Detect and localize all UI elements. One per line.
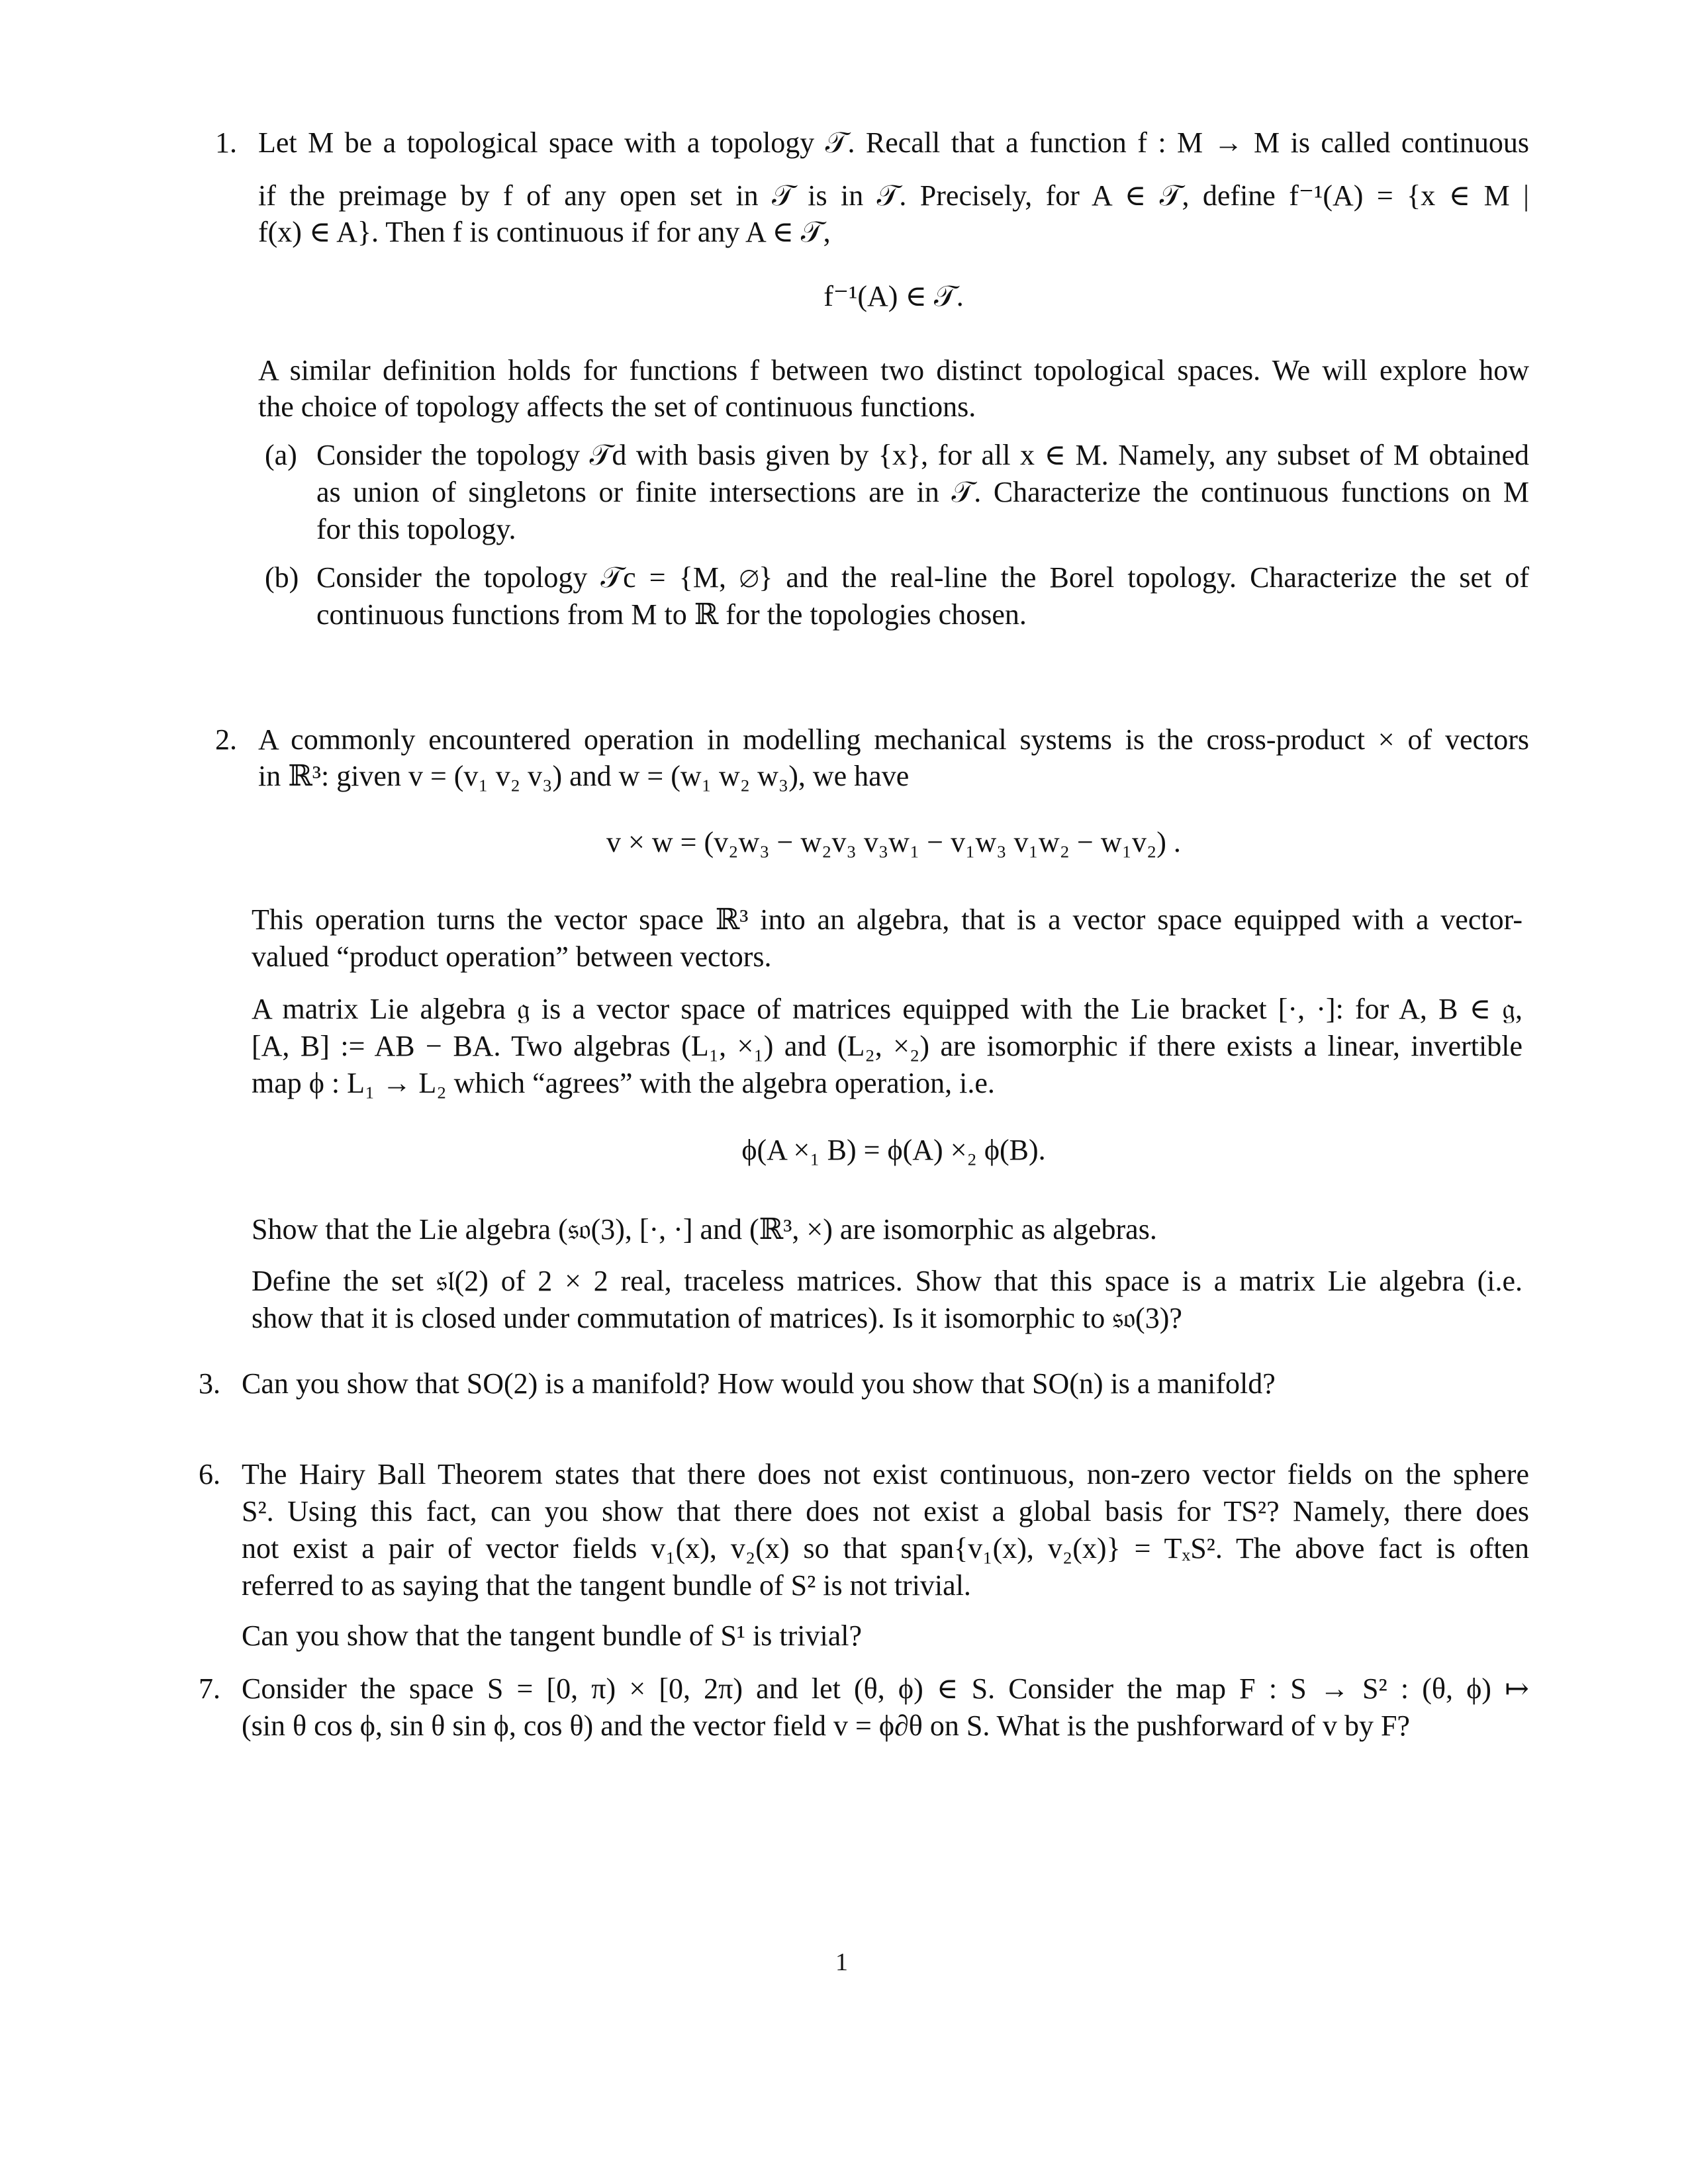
problem-text-line: A matrix Lie algebra 𝔤 is a vector space of matrices equipped with the Lie bracket [·, ·]: for A, B ∈ 𝔤, bbox=[252, 993, 1523, 1025]
problem-text-line: if the preimage by f of any open set in 𝒯 is in 𝒯. Precisely, for A ∈ 𝒯, define f⁻¹(A) = {x ∈ M | bbox=[258, 179, 1529, 212]
problem-number: 2. bbox=[215, 723, 237, 756]
problem-text-line: referred to as saying that the tangent bundle of S² is not trivial. bbox=[242, 1569, 971, 1602]
display-equation: v × w = (v₂w₃ − w₂v₃ v₃w₁ − v₁w₃ v₁w₂ − w₁v₂) . bbox=[606, 826, 1181, 858]
problem-text-line: map ϕ : L₁ → L₂ which “agrees” with the algebra operation, i.e. bbox=[252, 1067, 995, 1099]
subpart-text-line: as union of singletons or finite intersections are in 𝒯. Characterize the continuous functions on M bbox=[316, 476, 1529, 508]
problem-text-line: A similar definition holds for functions f between two distinct topological spaces. We will explore how bbox=[258, 354, 1529, 387]
problem-text-line: The Hairy Ball Theorem states that there does not exist continuous, non-zero vector fields on the sphere bbox=[242, 1458, 1529, 1490]
problem-text-line: in ℝ³: given v = (v₁ v₂ v₃) and w = (w₁ w₂ w₃), we have bbox=[258, 760, 910, 792]
problem-text-line: valued “product operation” between vectors. bbox=[252, 940, 772, 973]
subpart-text-line: continuous functions from M to ℝ for the topologies chosen. bbox=[316, 598, 1027, 631]
display-equation: ϕ(A ×₁ B) = ϕ(A) ×₂ ϕ(B). bbox=[741, 1134, 1046, 1166]
problem-number: 1. bbox=[215, 126, 237, 159]
problem-text-line: A commonly encountered operation in modelling mechanical systems is the cross-product × of vectors bbox=[258, 723, 1529, 756]
problem-text-line: not exist a pair of vector fields v₁(x), v₂(x) so that span{v₁(x), v₂(x)} = TₓS². The above fact is often bbox=[242, 1532, 1529, 1565]
subpart-label: (b) bbox=[265, 561, 299, 594]
problem-text-line: (sin θ cos ϕ, sin θ sin ϕ, cos θ) and the vector field v = ϕ∂θ on S. What is the pushforward of v by F? bbox=[242, 1709, 1410, 1742]
problem-text-line: Can you show that SO(2) is a manifold? How would you show that SO(n) is a manifold? bbox=[242, 1367, 1276, 1400]
problem-number: 6. bbox=[199, 1458, 220, 1490]
problem-text-line: Can you show that the tangent bundle of S¹ is trivial? bbox=[242, 1619, 863, 1652]
subpart-label: (a) bbox=[265, 439, 297, 471]
problem-text-line: f(x) ∈ A}. Then f is continuous if for any A ∈ 𝒯, bbox=[258, 216, 831, 248]
problem-text-line: This operation turns the vector space ℝ³ into an algebra, that is a vector space equipped with a vector- bbox=[252, 903, 1523, 936]
problem-number: 3. bbox=[199, 1367, 220, 1400]
problem-text-line: show that it is closed under commutation of matrices). Is it isomorphic to 𝔰𝔬(3)? bbox=[252, 1302, 1182, 1334]
problem-text-line: Let M be a topological space with a topology 𝒯. Recall that a function f : M → M is called continuous bbox=[258, 126, 1529, 159]
subpart-text-line: Consider the topology 𝒯c = {M, ∅} and the real-line the Borel topology. Characterize the set of bbox=[316, 561, 1529, 594]
problem-text-line: S². Using this fact, can you show that there does not exist a global basis for TS²? Namely, there does bbox=[242, 1495, 1529, 1527]
subpart-text-line: Consider the topology 𝒯d with basis given by {x}, for all x ∈ M. Namely, any subset of M obtained bbox=[316, 439, 1529, 471]
problem-text-line: [A, B] := AB − BA. Two algebras (L₁, ×₁) and (L₂, ×₂) are isomorphic if there exists a linear, invertible bbox=[252, 1030, 1523, 1062]
problem-text-line: Define the set 𝔰𝔩(2) of 2 × 2 real, traceless matrices. Show that this space is a matrix Lie algebra (i.e. bbox=[252, 1265, 1523, 1297]
problem-text-line: Consider the space S = [0, π) × [0, 2π) and let (θ, ϕ) ∈ S. Consider the map F : S → S² : (θ, ϕ) ↦ bbox=[242, 1672, 1529, 1705]
page-number: 1 bbox=[835, 1948, 848, 1976]
problem-text-line: Show that the Lie algebra (𝔰𝔬(3), [·, ·] and (ℝ³, ×) are isomorphic as algebras. bbox=[252, 1213, 1157, 1246]
problem-number: 7. bbox=[199, 1672, 220, 1705]
display-equation: f⁻¹(A) ∈ 𝒯. bbox=[823, 280, 964, 312]
subpart-text-line: for this topology. bbox=[316, 513, 516, 545]
problem-text-line: the choice of topology affects the set of continuous functions. bbox=[258, 390, 976, 423]
